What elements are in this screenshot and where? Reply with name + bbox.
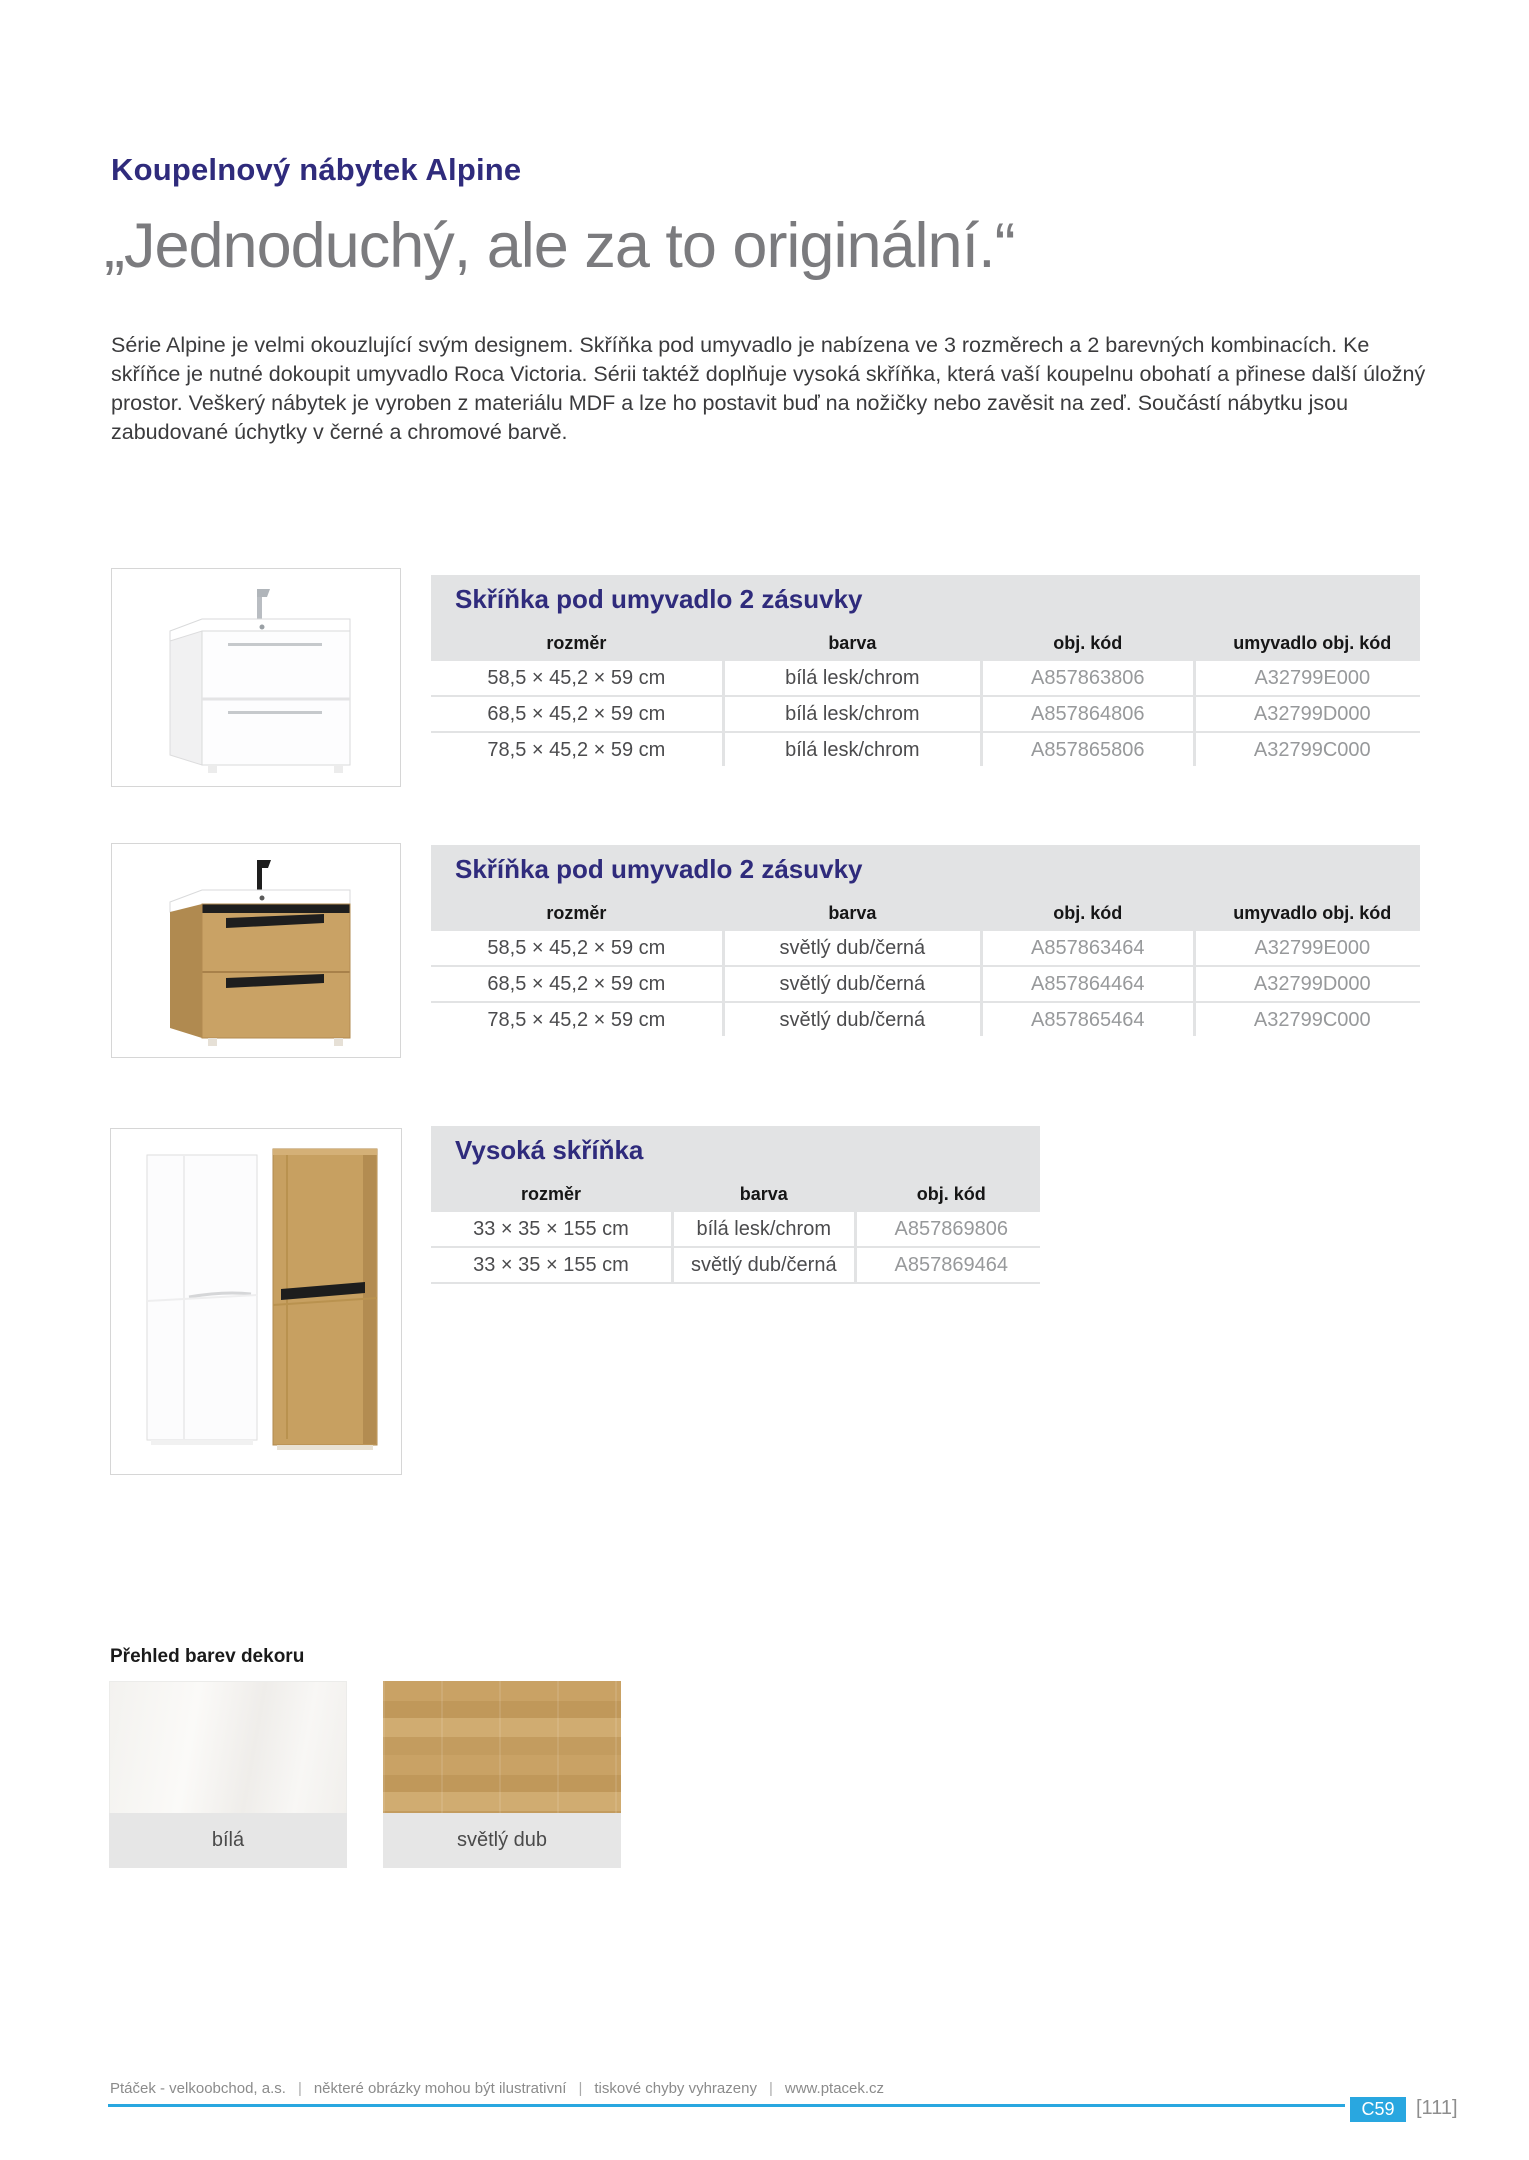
table-vanity-oak (431, 845, 1420, 1036)
cell-sink-code: A32799D000 (1196, 967, 1429, 1001)
cell-color: světlý dub/černá (674, 1248, 854, 1282)
cell-color: světlý dub/černá (725, 967, 980, 1001)
cell-order-code: A857865464 (983, 1003, 1193, 1037)
footer-divider: | (768, 2080, 773, 2097)
cell-sink-code: A32799C000 (1196, 1003, 1429, 1037)
swatch-label: bílá (109, 1813, 347, 1868)
cell-color: bílá lesk/chrom (674, 1212, 854, 1246)
column-header: barva (828, 632, 877, 653)
table-body (431, 931, 1420, 1037)
series-kicker: Koupelnový nábytek Alpine (111, 152, 522, 187)
cell-color: bílá lesk/chrom (725, 661, 980, 695)
column-header: rozměr (546, 632, 607, 653)
column-header: obj. kód (1053, 902, 1123, 923)
cell-order-code: A857869464 (857, 1248, 1046, 1282)
column-header: umyvadlo obj. kód (1233, 902, 1392, 923)
product-image-tall-cabinets (110, 1128, 402, 1475)
cell-dimension: 33 × 35 × 155 cm (431, 1212, 671, 1246)
table-header-row (431, 895, 1420, 931)
footer-note-illustrative: některé obrázky mohou být ilustrativní (313, 2080, 567, 2097)
page-code-badge: C59 (1350, 2097, 1406, 2122)
table-header-row (431, 625, 1420, 661)
table-title: Skříňka pod umyvadlo 2 zásuvky (455, 584, 863, 614)
table-title: Skříňka pod umyvadlo 2 zásuvky (455, 854, 863, 884)
cell-order-code: A857865806 (983, 733, 1193, 767)
swatch-white (109, 1681, 347, 1868)
column-header: rozměr (520, 1183, 581, 1204)
cell-dimension: 33 × 35 × 155 cm (431, 1248, 671, 1282)
footer-company: Ptáček - velkoobchod, a.s. (110, 2080, 286, 2097)
cell-color: světlý dub/černá (725, 931, 980, 965)
table-header-row (431, 1176, 1040, 1212)
cell-order-code: A857864806 (983, 697, 1193, 731)
cell-sink-code: A32799E000 (1196, 661, 1429, 695)
cell-sink-code: A32799E000 (1196, 931, 1429, 965)
cell-color: bílá lesk/chrom (725, 697, 980, 731)
footer-divider: | (578, 2080, 583, 2097)
table-body (431, 1212, 1040, 1282)
table-vanity-white (431, 575, 1420, 766)
cell-sink-code: A32799C000 (1196, 733, 1429, 767)
product-image-white-vanity (111, 568, 401, 787)
cell-dimension: 58,5 × 45,2 × 59 cm (431, 931, 722, 965)
footer-url: www.ptacek.cz (784, 2080, 885, 2097)
product-image-oak-vanity (111, 843, 401, 1058)
decor-heading: Přehled barev dekoru (110, 1646, 305, 1667)
intro-paragraph: Série Alpine je velmi okouzlující svým designem. Skříňka pod umyvadlo je nabízena ve 3 rozměrech a 2 barevných kombinacích. Ke skříňce je nutné dokoupit umyvadlo Roca Victoria. Sérii taktéž doplňuje vysoká skříňka, která vaší koupelnu obohatí a přinese další úložný prostor. Veškerý nábytek je vyroben z materiálu MDF a lze ho postavit buď na nožičky nebo zavěsit na zeď. Součástí nábytku jsou zabudované úchytky v černé a chromové barvě. (111, 333, 1426, 444)
cell-order-code: A857863806 (983, 661, 1193, 695)
column-header: umyvadlo obj. kód (1233, 632, 1392, 653)
cell-dimension: 58,5 × 45,2 × 59 cm (431, 661, 722, 695)
cell-order-code: A857863464 (983, 931, 1193, 965)
page-title-quote: „Jednoduchý, ale za to originální.“ (104, 211, 1015, 281)
table-tall-cabinet (431, 1126, 1040, 1284)
oak-vanity-illustration (112, 844, 400, 1057)
column-header: rozměr (546, 902, 607, 923)
footer-note-errors: tiskové chyby vyhrazeny (594, 2080, 757, 2097)
cell-color: světlý dub/černá (725, 1003, 980, 1037)
column-header: obj. kód (916, 1183, 986, 1204)
tall-cabinets-illustration (111, 1129, 401, 1474)
footer-rule (108, 2104, 1345, 2107)
cell-dimension: 78,5 × 45,2 × 59 cm (431, 1003, 722, 1037)
cell-sink-code: A32799D000 (1196, 697, 1429, 731)
swatch-oak-sample (383, 1681, 621, 1813)
table-body (431, 661, 1420, 767)
cell-order-code: A857869806 (857, 1212, 1046, 1246)
footer-divider: | (297, 2080, 302, 2097)
cell-dimension: 68,5 × 45,2 × 59 cm (431, 697, 722, 731)
cell-dimension: 68,5 × 45,2 × 59 cm (431, 967, 722, 1001)
column-header: barva (739, 1183, 788, 1204)
column-header: barva (828, 902, 877, 923)
swatch-white-sample (109, 1681, 347, 1813)
swatch-label: světlý dub (383, 1813, 621, 1868)
page-number: [111] (1416, 2097, 1458, 2119)
cell-color: bílá lesk/chrom (725, 733, 980, 767)
white-vanity-illustration (112, 569, 400, 786)
footer (110, 2080, 884, 2097)
column-header: obj. kód (1053, 632, 1123, 653)
cell-dimension: 78,5 × 45,2 × 59 cm (431, 733, 722, 767)
cell-order-code: A857864464 (983, 967, 1193, 1001)
table-title: Vysoká skříňka (455, 1135, 644, 1165)
swatch-light-oak (383, 1681, 621, 1868)
